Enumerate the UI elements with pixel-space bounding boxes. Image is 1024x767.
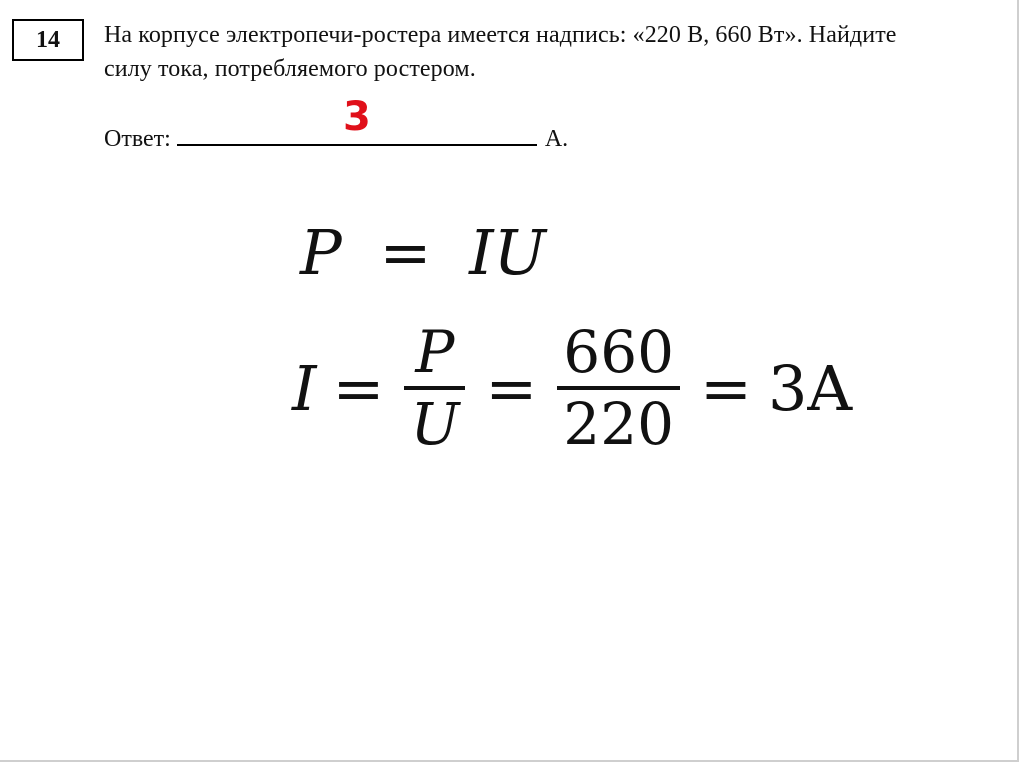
fraction-p-over-u <box>404 320 465 456</box>
task-text-line-2: силу тока, потребляемого ростером. <box>104 56 476 82</box>
fraction-660-over-220 <box>557 320 680 456</box>
formula1-rhs: IU <box>469 216 546 289</box>
answer-label: Ответ: <box>104 126 171 152</box>
task-text <box>104 18 1014 86</box>
answer-unit: А. <box>544 126 569 152</box>
task-text-line-1: На корпусе электропечи-ростера имеется надпись: «220 В, 660 Вт». Найдите <box>104 22 897 48</box>
formula-current <box>292 318 852 458</box>
fraction1-denominator: U <box>410 390 460 458</box>
formula1-equals: = <box>379 216 432 289</box>
formula1-lhs: P <box>300 216 342 289</box>
formula2-equals-1: = <box>332 351 385 425</box>
formula2-equals-2: = <box>485 351 538 425</box>
task-number-box: 14 <box>12 19 84 61</box>
formula2-result: 3A <box>767 351 853 425</box>
fraction2-denominator: 220 <box>563 390 675 458</box>
formula-power <box>300 218 546 288</box>
fraction2-numerator: 660 <box>563 318 675 386</box>
formula2-equals-3: = <box>700 351 752 425</box>
fraction1-numerator: P <box>415 318 455 386</box>
handwritten-answer: 3 <box>343 94 371 140</box>
formula2-lhs: I <box>292 351 317 425</box>
answer-row <box>104 120 568 156</box>
